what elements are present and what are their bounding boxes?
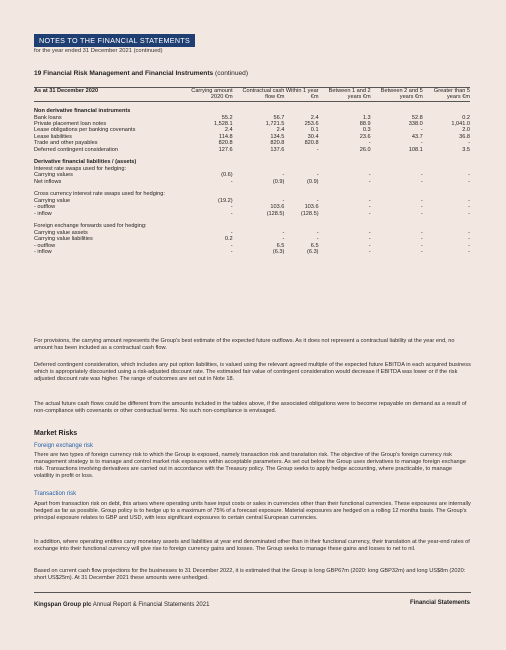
table-cell: - — [282, 172, 285, 179]
table-cell: - — [468, 236, 470, 243]
table-cell: - — [468, 204, 470, 211]
table-cell: - — [368, 140, 371, 147]
footer-left — [34, 602, 209, 608]
table-cell: - — [316, 197, 319, 204]
table-cell: (128.5) — [266, 210, 285, 217]
footer-divider — [34, 592, 471, 593]
table-cell: - — [230, 204, 233, 211]
row-label: Carrying value assets — [34, 229, 88, 236]
table-cell: 3.5 — [462, 146, 470, 153]
table-cell: - — [420, 127, 423, 134]
table-cell: 2.4 — [276, 127, 285, 134]
table-cell: - — [230, 178, 233, 185]
table-cell: 88.9 — [359, 121, 371, 128]
paragraph-actual-cash-flows: The actual future cash flows could be different from the amounts included in the tables above, if the associated obligations were to become repayable on demand as a result of non-compliance with covenants or other contractual terms. No such non-compliance is envisaged. — [34, 401, 467, 415]
table-cell: - — [468, 210, 470, 217]
market-risks-heading: Market Risks — [34, 430, 78, 437]
header-cell: Between 1 and 2 years €m — [328, 88, 371, 101]
table-cell: - — [230, 210, 233, 217]
footer-company: Kingspan Group plc — [34, 602, 92, 608]
table-cell: - — [282, 197, 285, 204]
row-label: - inflow — [34, 249, 52, 256]
table-cell: (0.9) — [272, 178, 285, 185]
table-cell: - — [420, 197, 423, 204]
table-cell: 55.2 — [221, 114, 233, 121]
paragraph-contingent-consideration: Deferred contingent consideration, which includes any put option liabilities, is valued using the relevant agreed multiple of the expected future EBITDA in each acquired business which is appropriately discounted using a risk-adjusted discount rate. The estimated fair value of contingent consideration would decrease if EBITDA was lower or if the risk adjusted discount rate was higher. The range of outcomes are set out in Note 18. — [34, 362, 471, 383]
table-header-row — [34, 88, 470, 102]
footer-section: Financial Statements — [409, 600, 470, 606]
row-label: Bank loans — [34, 114, 62, 121]
header-cell: Between 2 and 5 years €m — [380, 88, 423, 101]
row-label: Carrying value liabilities — [34, 236, 93, 243]
table-cell: 0.1 — [310, 127, 319, 134]
row-label: - inflow — [34, 210, 52, 217]
table-cell: - — [468, 172, 470, 179]
row-label: Lease liabilities — [34, 133, 72, 140]
table-cell: 1,721.5 — [265, 121, 285, 128]
table-cell: 0.3 — [362, 127, 371, 134]
table-cell: - — [368, 242, 371, 249]
liquidity-table — [34, 87, 470, 256]
row-label: Trade and other payables — [34, 140, 98, 147]
section-number-title: 19 Financial Risk Management and Financial Instruments — [34, 70, 214, 77]
table-cell: 26.0 — [359, 146, 371, 153]
fx-risk-heading: Foreign exchange risk — [34, 443, 94, 449]
table-cell: 36.8 — [459, 133, 470, 140]
table-cell: - — [368, 197, 371, 204]
table-cell: - — [316, 146, 319, 153]
table-cell: - — [368, 210, 371, 217]
table-cell: - — [282, 229, 285, 236]
section-title — [34, 70, 248, 77]
table-cell: - — [420, 140, 423, 147]
table-cell: 6.5 — [276, 242, 285, 249]
table-cell: - — [368, 172, 371, 179]
spacer-cell — [34, 101, 470, 108]
table-cell: - — [368, 178, 371, 185]
table-row — [34, 249, 470, 255]
table-cell: - — [420, 249, 423, 256]
header-cell: Carrying amount 2020 €m — [191, 88, 233, 101]
table-cell: - — [230, 229, 233, 236]
liquidity-table-wrapper — [34, 87, 470, 256]
table-cell: - — [420, 210, 423, 217]
table-cell: - — [420, 236, 423, 243]
table-cell: - — [468, 249, 470, 256]
table-cell: 2.4 — [310, 114, 319, 121]
table-cell: - — [282, 236, 285, 243]
row-label: Interest rate swaps used for hedging: — [34, 165, 127, 172]
row-label: Carrying values — [34, 172, 73, 179]
table-cell: (0.9) — [307, 178, 319, 185]
table-cell: 114.8 — [219, 133, 233, 140]
table-cell: 127.6 — [218, 146, 233, 153]
table-spacer — [34, 101, 470, 108]
paragraph-transaction-risk: Apart from transaction risk on debt, this arises where operating units have input costs or sales in currencies other than their functional currencies. These exposures are internally hedged as far as possible. Group policy is to hedge up to a maximum of 75% of a forecast exposure. Material exposures are hedged on a rolling 12 months basis. The Group's principal exposure relates to GBP and USD, with less significant exposures to certain central European currencies. — [34, 501, 471, 522]
table-cell: - — [316, 172, 319, 179]
header-cell: As at 31 December 2020 — [34, 88, 99, 94]
table-cell: 0.2 — [462, 114, 470, 121]
footer-report: Annual Report & Financial Statements 2021 — [92, 602, 210, 608]
table-cell: 820.8 — [218, 140, 233, 147]
table-cell: 23.6 — [359, 133, 371, 140]
period-subtitle: for the year ended 31 December 2021 (continued) — [34, 48, 163, 54]
table-cell: 253.6 — [304, 121, 319, 128]
notes-banner: NOTES TO THE FINANCIAL STATEMENTS — [34, 34, 195, 47]
row-label: Carrying value — [34, 197, 71, 204]
row-label: Foreign exchange forwards used for hedging: — [34, 223, 147, 230]
table-cell: (6.3) — [272, 249, 285, 256]
table-cell: (19.2) — [218, 197, 233, 204]
table-cell: 56.7 — [273, 114, 285, 121]
table-cell: - — [368, 236, 371, 243]
table-cell: 1,528.1 — [213, 121, 233, 128]
table-cell: 52.8 — [411, 114, 423, 121]
table-cell: 43.7 — [411, 133, 423, 140]
table-cell: 1,041.0 — [451, 121, 470, 128]
table-cell: - — [468, 197, 470, 204]
table-cell: - — [420, 229, 423, 236]
row-label: - outflow — [34, 204, 56, 211]
table-cell: 103.6 — [304, 204, 319, 211]
table-cell: - — [468, 242, 470, 249]
transaction-risk-heading: Transaction risk — [34, 491, 77, 497]
table-cell: 134.5 — [270, 133, 285, 140]
table-cell: (128.5) — [300, 210, 319, 217]
row-label: Lease obligations per banking covenants — [34, 127, 136, 134]
table-cell: 6.5 — [310, 242, 319, 249]
section-continued: (continued) — [215, 70, 249, 77]
table-cell: 2.0 — [462, 127, 470, 134]
table-body — [34, 101, 470, 255]
table-cell: - — [230, 249, 233, 256]
header-cell: Contractual cash flow €m — [242, 88, 285, 101]
table-cell: - — [420, 178, 423, 185]
table-cell: - — [230, 242, 233, 249]
table-cell: - — [316, 229, 319, 236]
table-cell: - — [316, 236, 319, 243]
row-label: Net inflows — [34, 178, 62, 185]
table-cell: - — [368, 249, 371, 256]
table-cell: - — [368, 204, 371, 211]
row-label: Derivative financial liabilities / (assets) — [34, 159, 137, 166]
paragraph-provisions: For provisions, the carrying amount represents the Group's best estimate of the expected future outflows. As it does not represent a contractual liability at the year end, no amount has been included as a contractual cash flow. — [34, 338, 455, 352]
table-cell: 103.6 — [270, 204, 285, 211]
table-cell: - — [420, 172, 423, 179]
table-cell: - — [468, 229, 470, 236]
row-label: - outflow — [34, 242, 56, 249]
table-cell: - — [368, 229, 371, 236]
table-cell: 0.2 — [224, 236, 233, 243]
table-cell: 137.6 — [270, 146, 285, 153]
paragraph-fx-risk: There are two types of foreign currency risk to which the Group is exposed, namely transaction risk and translation risk. The objective of the Group's foreign currency risk management strategy is to manage and control market risk exposures within acceptable parameters. As set out below the Group uses derivatives to manage foreign exchange risk. Transactions involving derivatives are carried out in accordance with the Treasury policy. The Group seeks to apply hedge accounting, where practicable, to manage volatility in profit or loss. — [34, 452, 466, 480]
row-label: Non derivative financial instruments — [34, 108, 131, 115]
table-cell: 1.3 — [362, 114, 371, 121]
table-cell: (0.6) — [221, 172, 233, 179]
table-cell: - — [420, 204, 423, 211]
header-cell: Greater than 5 years €m — [433, 88, 470, 101]
paragraph-cash-flow-projection: Based on current cash flow projections for the businesses to 31 December 2022, it is estimated that the Group is long GBP67m (2020: long GBP32m) and long US$8m (2020: short US$25m). At 31 December 2021 these amounts were unhedged. — [34, 568, 466, 582]
table-cell: (6.3) — [307, 249, 319, 256]
table-cell: 820.8 — [270, 140, 285, 147]
table-cell: 338.0 — [408, 121, 423, 128]
table-cell: 820.8 — [304, 140, 319, 147]
table-cell: 2.4 — [224, 127, 233, 134]
row-label: Private placement loan notes — [34, 121, 107, 128]
paragraph-monetary-items: In addition, where operating entities carry monetary assets and liabilities at year end denominated other than in their functional currency, their translation at the year-end rates of exchange into their functional currency will give rise to foreign currency gains and losses. The Group seeks to manage these gains and losses to net to nil. — [34, 539, 470, 553]
table-cell: 30.4 — [307, 133, 319, 140]
table-cell: 108.1 — [408, 146, 423, 153]
table-cell: - — [468, 140, 470, 147]
table-cell: - — [468, 178, 470, 185]
header-cell: Within 1 year €m — [285, 88, 319, 101]
table-cell: - — [420, 242, 423, 249]
row-label: Cross currency interest rate swaps used for hedging: — [34, 191, 165, 198]
row-label: Deferred contingent consideration — [34, 146, 118, 153]
